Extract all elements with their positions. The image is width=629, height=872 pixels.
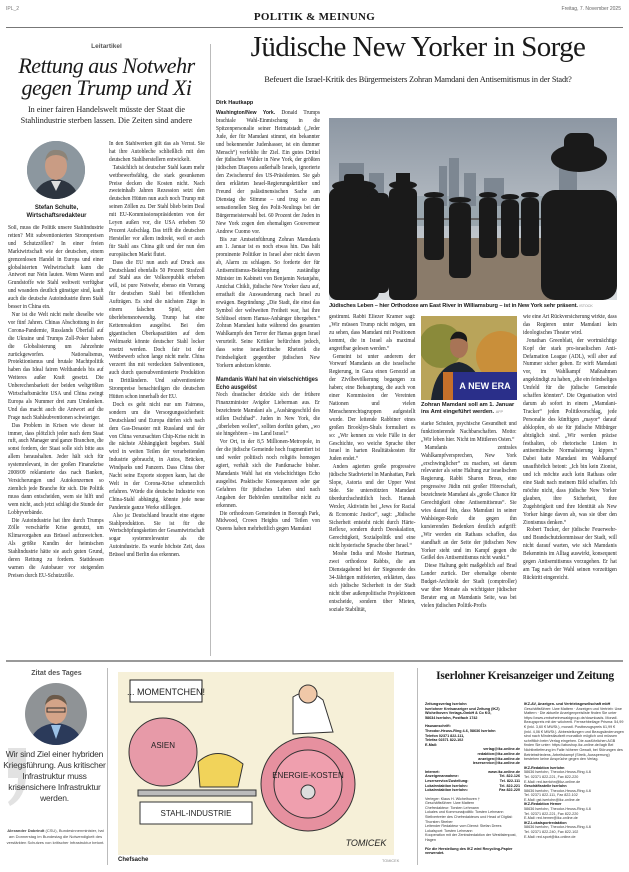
office-block [524,784,624,802]
column-divider [210,44,211,656]
staff-line: Verleger: Klaus H. Wichelhoven † [425,796,480,801]
small-weight-label: ASIEN [150,741,176,750]
header-rule [6,27,623,28]
contact-value: Tel. 822-111 [499,778,520,783]
paragraph: Nur ist die Welt nicht mehr dieselbe wie vor fünf Jahren. Chinas Abschottung in der Corona-Pandemie, Russlands Überfall auf die Ukraine und Trumps Zoll-Poker haben die Globalisierung um Jahrzehnte zurückgeworfen. Nationalismus, Protektionismus und brutale Machtpolitik haben das Ideal fairen Welthandels bis auf Weiteres außer Kraft gesetzt. Die Unberechenbarkeit der beiden weltgrößten Wirtschaftsmächte USA und China zwingt Europa als Nummer drei zum Umdenken. Und das macht auch die Antwort auf die Frage nach Stahlsubventionen schwieriger. [8,311,104,421]
article-byline: Dirk Hautkapp [216,100,254,106]
office-name: IKZ-Redaktion Hemer [524,802,562,807]
paragraph: gestimmt. Rabbi Eliezer Kramer sagt: „Wir müssen Trump nicht mögen, um zu sehen, dass Mamdani mit Positionen kommt, die in Israel als maximal angreifbar gelesen werden.“ [329,314,416,352]
bench-label: STAHL-INDUSTRIE [160,809,232,818]
article-column-c [329,314,415,657]
imprint-line: Telefax 02371 822-102 [425,738,464,743]
imprint-line: E-Mail: [425,742,438,747]
cartoon [118,672,394,855]
contact-value: Fax 822-220 [499,788,520,793]
paragraph: Also ja: Deutschland braucht eine eigene Stahlproduktion. Sie ist für die Wertschöpfungsketten der Gesamtwirtschaft sogar systemrelevanter als die Autoindustrie. Es wurde höchste Zeit, dass Brüssel und Berlin das erkennen. [109,512,205,559]
editorial-column-1 [8,225,104,657]
issue-date: Freitag, 7. November 2025 [561,6,621,12]
article-subhead: Mamdanis Wahl hat ein vielschichtiges Echo ausgelöst [216,376,318,391]
imprint-line: Zeitungsverlag Iserlohn [425,702,467,706]
editorial-column-2 [109,141,205,657]
quote-context: Bundesinnenminister, hat am Donnerstag im Bundestag die Notwendigkeit des verstärkten Schutzes von kritischer Infrastruktur betont. [6,828,105,845]
column-divider [417,668,418,865]
imprint-line: Iserlohner Kreisanzeiger und Zeitung (IKZ) [425,706,500,711]
main-photo-caption [329,303,621,309]
paragraph: Doch es geht nicht nur um Fairness, sondern um die Versorgungssicherheit: Deutschland und Europa dürfen sich nach dem Gas-Desaster mit Russland und der von China verursachten Chip-Krise nicht in die nächste Abhängigkeit begeben. Stahl wird in weiten Teilen der verarbeitenden Industrie gebraucht, in Autos, Brücken, Windparks und Panzern. Dass China über Nacht seine Exporte stoppen kann, hat die Welt in der Corona-Krise schmerzlich erfahren. Würde die deutsche Industrie von China-Stahl abhängig, könnte jede neue Pandemie ganze Werke stilllegen. [109,401,205,511]
paragraph: Vor Ort, in der 8,5 Millionen-Metropole, in der die jüdische Gemeinde hoch fragmentiert ist und weder politisch noch religiös homogen agiert, verhält sich die Panikmache bisher. Mamdanis Wahl hat ein vielschichtiges Echo ausgelöst. Praktische Konsequenzen oder gar Gefahren für jüdisches Leben sind nach Angaben der Behörden unmittelbar nicht zu erkennen. [216,439,320,509]
paragraph: Noch drastischer drückte sich der frühere Finanzminister Avigdor Lieberman aus. Er bezeichnete Mamdani als „Aushängeschild des stillen Dschihad“. Juden in New York, die „überleben wollen“, sollten dorthin gehen, „wo sie hingehören – ins Land Israel.“ [216,391,320,438]
section-title: POLITIK & MEINUNG [253,11,376,23]
email-link[interactable]: leserservice@ikz-online.de [472,761,520,766]
paragraph: Diese Haltung geht maßgeblich auf Brad Lander zurück. Der ehemalige oberste Budget-Architekt der Stadt (comptroller) war über Monate als wichtigster jüdischer Berater eng an Mamdanis Seite, was bei vielen jüdischen Politik-Profis [421,563,517,609]
paragraph: Dass die EU nun auch auf Druck aus Deutschland ebenfalls 50 Prozent Strafzoll auf Stahl aus der Volksrepublik erheben will, ist pure Notwehr, ebenso ein Vorrang für deutschen Stahl bei öffentlichen Aufträgen. Es sind die nächsten Züge in einem falschen Spiel, aber überlebensnotwendig. Trump hat eine Kettenreaktion ausgelöst. Bei den gigantischen Überkapazitäten auf dem Weltmarkt könnte deutscher Stahl locker ersetzt werden. Doch fair ist der Wettbewerb schon lange nicht mehr. China verzerrt ihn mit verdeckten Subventionen, auch durch quersubventionierte Produktion in Drittländern. Und subventionierte Strompreise benachteiligen die deutschen Hütten schon innerhalb der EU. [109,259,205,400]
mamdani-photo-caption [421,402,517,416]
paragraph-text: Donald Trumps brachiale Wahl-Einmischung in die Spitzenpersonalie seiner Heimatstadt („Jeder Jude, der für Mamdani stimmt, ein bekannter und bekennender Judenhasser, ist ein dummer Mensch“) verfehlte ihr Ziel. Ein gutes Drittel der jüdischen Wähler in New York, der größten jüdischen Diaspora außerhalb Israels, ignorierte den Zwischenruf des US-Präsidenten. Sie gab dem erklärten Israel-Regierungskritiker und Freund der palästinensischen Sache am Dienstag die Stimme – und trug so zum sensationellen Sieg des Polit-Neulings bei der Bürgermeisterwahl bei. 60 Prozent der Juden in New York zogen den ehemaligen Gouverneur Andrew Cuomo vor. [216,110,320,235]
imprint-line: Telefon 02371 822-111, [425,733,465,738]
av-title: IKZ-AV, Anzeigen- und Vertriebsgesellschaft mbH [524,702,611,706]
paragraph: Das Problem in Krisen wie dieser ist immer, dass plötzlich jeder nach dem Staat ruft, auch Manager und ganze Branchen, die sonst fordern, der Staat solle sich bitte aus allem heraushalten. Jeder hält sich für systemrelevant, in der großen Finanzkrise 2008/09 reklamierte das nach Banken, Versicherungen und Autokonzernen so ziemlich jede Branche für sich. Die Politik muss dann entscheiden, wem sie hilft und wem nicht, auch jetzt schlägt die Stunde der Lobbyverbände. [8,422,104,516]
av-text: Geschäftsführer: Uwe Mattern · Anzeigen und Vertrieb: Uwe Mattern · Die aktuelle Anzeigenpreisliste finden Sie unter https://www.zmbwheinewaldgroup.de/downloads. Monatl. Bezugspreis mit der wöchentl. Fernsehbeilage Prisma: 54,99 € (inkl. 3,60 € MWSt.), monatl. Postbezugspreis 61,99 € (inkl. 4,06 € MWSt.). Abbestellungen und Bezugsänderungen sind nach Mindestlaufzeit monatlich möglich und müssen schriftlich beim Verlag eingehen. Die ausführlichen AGB finden Sie unter: https://aboshop.ikz-online.de//agb Bei Nichtbelieferung im Falle höherer Gewalt, bei Störungen des Betriebsfriedens, Arbeitskampf (Streik, Aussperrung) bestehen keine Ansprüche gegen den Verlag. [524,706,624,762]
paragraph [216,110,320,237]
office-phone: Tel. 02371 822-221, Fax 822-220 [524,811,579,816]
paragraph: Tatsächlich ist deutscher Stahl kaum mehr wettbewerbsfähig, die stark gesunkenen Preise decken die Kosten nicht. Nach zweieinhalb Jahren Rezession setzt den deutschen Hütten nun auch noch Trump mit seinen Zöllen zu. Der Stahl blieb beim Deal mit EU-Kommissionspräsidenten von der Leyen außen vor, die USA erheben 50 Prozent Aufschlag. Das trifft die deutschen Hersteller vor allem indirekt, weil er auch für Stahl aus China gilt und der nun den europäischen Markt flutet. [109,164,205,258]
speaker-name: Alexander Dobrindt [7,828,45,833]
speech-bubble-text: ... MOMENTCHEN! [127,687,205,697]
office-block [524,766,624,784]
office-name: IKZ-Redaktion Iserlohn [524,765,565,770]
staff-line: Kooperation mit der Zentralredaktion der Westfalenpost, Hagen [425,833,517,843]
paragraph: Soll, muss die Politik unsere Stahlindustrie retten? Mit subventionierten Strompreisen und Schutzzöllen? In einer freien Marktwirtschaft wie der deutschen, einem grenzenlosen Handel in Europa und einer globalisierten Weltwirtschaft kann die Antwort nur Nein lauten. Wenn Waren und Grundstoffe wie Stahl weltweit verfügbar und woanders deutlich günstiger sind, kauft auch die deutsche Autoindustrie ihren Stahl besser in China ein. [8,225,104,311]
cartoon-signature: TOMICEK [345,838,387,848]
main-photo [329,118,617,300]
office-email[interactable]: E-Mail: gst.iserlohn@ikz-online.de [524,797,580,802]
contact-label: Lokalredaktion Iserlohn: [425,788,468,793]
office-email[interactable]: E-Mail: red.iserlohn@ikz-online.de [524,779,581,784]
paragraph: In den Stahlwerken gilt das als Verrat. Sie hat ihre Autobleche schließlich mit den deutschen Stahlherstellern entwickelt. [109,141,205,163]
dobrindt-photo [25,683,87,745]
author-role: Wirtschaftsredakteur [26,213,87,219]
office-email[interactable]: E-Mail: red.hemer@ikz-online.de [524,816,578,821]
office-block [524,821,624,839]
speaker-party: (CSU), [45,828,58,833]
imprint-left [425,702,520,856]
author-portrait [27,141,85,199]
photo-credit: ISTOCK [579,304,593,308]
imprint-right [524,702,624,839]
staff-line: Lokalsport: Torsten Lehmann [425,828,473,833]
email-link[interactable]: redaktion@ikz-online.de [477,751,520,756]
editorial-kicker: Leitartikel [91,43,122,50]
article-column-d [421,421,517,657]
quote-kicker: Zitat des Tages [31,670,82,677]
office-address: 58636 Iserlohn, Theodor-Heuss-Ring 4-6 [524,825,591,830]
office-phone: Tel. 02371 822-111, Fax 822-102 [524,793,578,798]
paragraph: Anders agierten große progressive jüdische Stadtviertel in Manhattan, Park Slope, Astoria und der Upper West Side. Sie unterstützten Mamdani überdurchschnittlich hoch. Hannah Wexler, Aktivistin bei „Jews for Racial & Economic Justice“, sagt: „Jüdische Sicherheit entsteht nicht durch Härte-Reflexe, sondern durch Deeskalation, Gerechtigkeit, Sozialpolitik und eine nicht hysterische Sprache über Israel.“ [329,464,416,550]
office-address: 58636 Iserlohn, Theodor-Heuss-Ring 4-6 [524,788,591,793]
contact-label: Internet: [425,769,440,774]
page-code: IPL_2 [6,6,20,12]
quote-text: Wir sind Ziel einer hybriden Kriegsführung. Aus kritischer Infrastruktur muss krisensichere Infrastruktur werden. [3,749,106,803]
imprint-line: Wichelhoven Verlags-GmbH & Co KG, [425,711,492,716]
sign-text: A NEW ERA [459,381,511,391]
masthead-logo: Iserlohner Kreisanzeiger und Zeitung [436,670,614,682]
staff-line: Chefredakteur: Torsten Lehmann [425,805,479,810]
paragraph: Bis zur Amtseinführung Zohran Mamdanis am 1. Januar ist es noch etwas hin. Das hält prominente Politiker in Israel aber nicht davon ab, Alarm zu schlagen. So forderte der für Antisemitismus-Bekämpfung zuständige Minister im Kabinett von Benjamin Netanjahu, Amichai Chikli, jüdische New Yorker dazu auf, ernsthaft die Auswanderung nach Israel zu erwägen. Begründung: „Die Stadt, die einst das Symbol der weltweiten Freiheit war, hat ihre Schlüssel einem Hamas-Anhänger übergeben.“ Zohran Mamdani hatte während des gesamten Wahlkampfs den Terror der Hamas gegen Israel verurteilt. Seine Kritiker befürchten jedoch, dass seine israelkritische Rhetorik die Feindseligkeit gegenüber jüdischen New Yorkern anheizen könnte. [216,236,320,369]
article-column-e [523,314,617,657]
paragraph: Die Autoindustrie hat ihre durch Trumps Zölle verschärfte Krise genutzt, um Klimavorgaben aus Brüssel aufzuweichen. Als größte Kundin der heimischen Stahlindustrie hätte sie auch guten Grund, deren Rettung zu fordern. Stattdessen warnen die Autobauer vor steigenden Preisen durch EU-Schutzzölle. [8,517,104,579]
website-link[interactable]: www.ikz-online.de [488,769,520,774]
office-phone: Tel. 02371 822-221, Fax 822-220 [524,774,579,779]
paragraph: Gemeint ist unter anderem der Vorwurf Mamdanis an die israelische Regierung, in Gaza einen Genozid an der Zivilbevölkerung begangen zu haben; eine Behauptung, die auch von einer Kommission der Vereinten Nationen und vielen Menschenrechtsgruppen aufgestellt wurde. Der leitende Rabbiner eines großen Brooklyn-Shuls formuliert es so: „Wir kennen zu viele Fälle in der Geschichte, wo weiche Sprache über Israel in harten Realitätskosten für Juden endet.“ [329,353,416,463]
office-phone: Tel. 02371 822-240, Fax 822-102 [524,830,579,835]
contact-label: Lokalredaktion Iserlohn: [425,783,468,788]
caption-text: Jüdisches Leben – hier Orthodoxe am East River in Williamsburg – ist in New York sehr präsent. [329,303,578,309]
paper-note: Für die Herstellung des IKZ wird Recycling-Papier verwendet. [425,846,513,856]
imprint-line: 58634 Iserlohn, Postfach 1742 [425,715,478,720]
editorial-headline: Rettung aus Notwehr gegen Trump und Xi [18,53,195,100]
speaker-portrait [25,683,87,745]
cartoon-drawing [118,672,394,855]
dateline: Washington/New York. [216,110,276,116]
paragraph: Robert Tucker, der jüdische Feuerwehr- und Brandschutzkommissar der Stadt, will nicht darauf warten, wie sich Mamdanis Bekenntnis im Alltag auswirkt, konsequent gegen Antisemitismus vorzugehen. Er hat am Tag nach der Wahl seinen vorzeitigen Rücktritt eingereicht. [523,527,617,581]
quote-attribution [6,828,105,846]
editorial-deck: In einer fairen Handelswelt müsste der Staat die Stahlindustrie sterben lassen. Die Zeiten sind andere [20,105,193,125]
office-email[interactable]: E-Mail: red.sport@ikz-online.de [524,834,576,839]
email-link[interactable]: anzeigen@ikz-online.de [478,756,520,761]
staff-line: Stellvertreter des Chefredakteurs und Head of Digital: Thorsten Streber [425,815,513,824]
staff-line: Lokales und Kommunalpolitik: Torsten Lehmann [425,810,504,815]
contact-value: Tel. 822-221 [499,783,520,788]
office-name: Geschäftsstelle Iserlohn [524,784,567,789]
staff-line: Geschäftsführer: Uwe Mattern [425,801,475,806]
contact-label: Anzeigenannahme: [425,774,459,779]
office-address: 58636 Iserlohn, Theodor-Heuss-Ring 4-6 [524,770,591,775]
paragraph: starke Schulen, psychische Gesundheit und funktionierende Nachbarschaften. Motto: „Wir leben hier. Nicht im Mittleren Osten.“ [421,421,517,443]
author-photo [27,141,85,199]
staff-line: Leitender Redakteur vom Dienst: Stefan Drees [425,824,502,829]
photo-credit: AFP [495,410,504,414]
office-block [524,802,624,820]
editorial-author [8,204,105,220]
contact-value: Tel. 822-126 [499,774,520,779]
bottom-rule [6,660,623,662]
office-address: 58636 Iserlohn, Theodor-Heuss-Ring 4-6 [524,807,591,812]
article-subheadline: Befeuert die Israel-Kritik des Bürgermeisters Zohran Mamdani den Antisemitismus in der Stadt? [264,75,572,84]
mamdani-speech-photo [421,316,517,400]
paragraph: Moshe India und Moshe Hartman, zwei orthodoxe Rabbis, die am Dienstagabend bei der Siegesrede des 34-Jährigen mitfeierten, erklärten, dass sich jüdische Sicherheit in der Stadt nicht über außenpolitische Projektionen entscheide, sondern über Mieten, soziale Stabilität, [329,551,416,613]
imprint-line: Theodor-Heuss-Ring 4-6, 58636 Iserlohn [425,728,496,733]
email-link[interactable]: verlag@ikz-online.de [483,747,520,752]
mamdani-photo [421,316,517,400]
office-name: IKZ-Lokalsportredaktion [524,820,567,825]
cartoon-title: Chefsache [118,857,149,863]
imprint-line: Hausanschrift: [425,724,451,729]
author-name: Stefan Schulte, [34,205,79,211]
paragraph: Die orthodoxen Gemeinden in Borough Park, Midwood, Crown Heights und Teilen von Queens haben mehrheitlich gegen Mamdani [216,510,320,533]
caption-text: Zohran Mamdani soll am 1. Januar ins Amt eingeführt werden. [421,402,515,415]
article-column-a [216,110,320,657]
article-headline: Jüdische New Yorker in Sorge [250,31,586,63]
orthodox-east-river-photo [329,118,617,300]
contact-label: Leserservice/Zustellung: [425,778,469,783]
column-divider [107,668,108,865]
paragraph: Mamdanis zentrales Wahlkampfversprechen, New York „erschwinglicher“ zu machen, sei darum relevanter als seine Haltung zur israelischen Regierung. Rabbi Sharon Brous, eine progressive Jüdin mit großer Hörerschaft, bezeichnete Mamdani als „große Chance für Gerechtigkeit ohne Antisemitismus“. Sie wies darauf hin, dass Mamdani in seiner Wahlsieger-Rede die gegen ihn kursierenden Bedenken deutlich aufgriff: „Wir werden ein Rathaus schaffen, das standhaft an der Seite der jüdischen New Yorker steht und im Kampf gegen die Geißel des Antisemitismus nicht wankt.“ [421,444,517,562]
weight-label: ENERGIE-KOSTEN [272,771,344,780]
paragraph: Jonathan Greenblatt, der wortmächtige Kopf der stark pro-israelischen Anti-Defamation League (ADL), will aber auf Nummer sicher gehen. Er wirft Mamdani vor, im Wahlkampf Maßnahmen angekündigt zu haben, „die ein feindseliges Umfeld für die jüdische Gemeinde schaffen könnten“. Die Organisation wird darum ab sofort in einem „Mamdani-Tracker“ jeden Politikvorschlag, jede Personalie des künftigen „mayor“ darauf abklopfen, ob sie für jüdische Mitbürger abträglich sind. „Wir werden präzise festhalten, ob rhetorische Linien in antisemitische Normalisierung kippen.“ Dabei hatte Mamdani im Wahlkampf unaufhörlich betont: „Ich bin kein Zionist, und ich möchte auch kein Rathaus oder eine Stadt nach meinem Bild schaffen. Ich möchte nicht, dass jüdische New Yorker glauben, ihre Sicherheit, ihre Zugehörigkeit und ihre Identität als New Yorker hänge davon ab, was sie über den Zionismus denken.“ [523,337,617,526]
cartoon-credit: TOMICEK [382,859,400,863]
paragraph: wie eine Art Rückversicherung wirkte, dass das Regieren unter Mamdani kein ideologisches Theater wird. [523,314,617,336]
